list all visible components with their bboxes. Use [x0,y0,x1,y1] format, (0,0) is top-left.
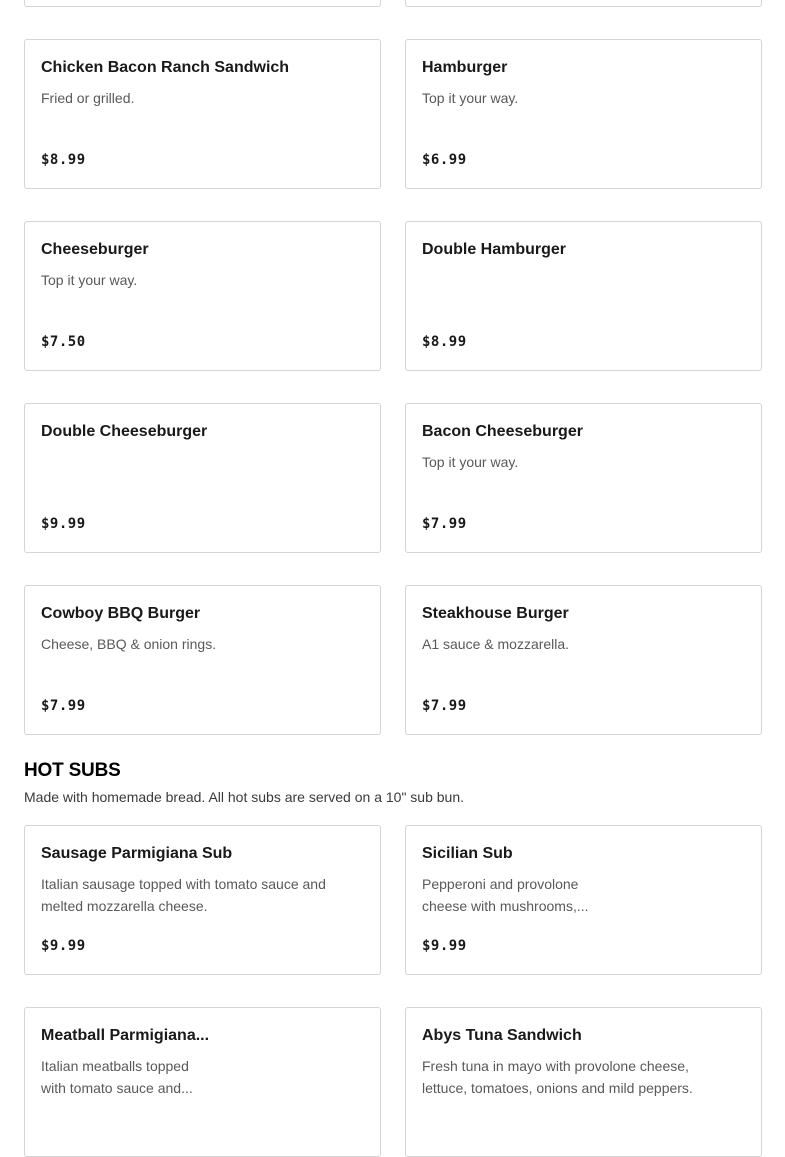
menu-item-description: Italian meatballs topped with tomato sauce and... [41,1058,193,1096]
menu-item-card[interactable] [405,403,762,553]
menu-item-card[interactable] [405,0,762,7]
menu-item-price: $7.99 [422,698,467,714]
menu-item-name: Abys Tuna Sandwich [422,1027,582,1044]
menu-item-description: Fresh tuna in mayo with provolone cheese, lettuce, tomatoes, onions and mild peppers. [422,1058,693,1096]
section-title: HOT SUBS [24,760,121,781]
menu-item-card[interactable] [405,825,762,975]
menu-item-card[interactable] [24,1007,381,1157]
menu-item-name: Sicilian Sub [422,845,513,862]
menu-item-card[interactable] [405,1007,762,1157]
menu-item-card[interactable] [24,39,381,189]
menu-item-description: Top it your way. [422,454,519,470]
menu-item-name: Hamburger [422,59,508,76]
menu-item-name: Double Hamburger [422,241,567,258]
menu-item-price: $7.50 [41,334,86,350]
menu-item-price: $8.99 [41,152,86,168]
menu-item-price: $6.99 [422,152,467,168]
menu-item-description: Pepperoni and provolone cheese with mushrooms,... [422,876,589,914]
menu-item-price: $9.99 [422,938,467,954]
menu-item-description: Top it your way. [41,272,138,288]
menu-item-card[interactable] [24,0,381,7]
menu-item-description: Top it your way. [422,90,519,106]
menu-item-price: $9.99 [41,516,86,532]
menu-item-name: Meatball Parmigiana... [41,1027,210,1044]
menu-item-card[interactable] [405,221,762,371]
menu-item-name: Cowboy BBQ Burger [41,605,201,622]
menu-item-name: Cheeseburger [41,241,149,258]
menu-item-description: Cheese, BBQ & onion rings. [41,636,217,652]
menu-item-price: $9.99 [41,938,86,954]
menu-item-price: $8.99 [422,334,467,350]
menu-item-card[interactable] [405,585,762,735]
menu-item-name: Steakhouse Burger [422,605,569,622]
menu-item-description: Italian sausage topped with tomato sauce and melted mozzarella cheese. [41,876,326,914]
menu-item-price: $7.99 [422,516,467,532]
menu-item-card[interactable] [405,39,762,189]
menu-item-card[interactable] [24,221,381,371]
menu-item-card[interactable] [24,825,381,975]
menu-item-name: Sausage Parmigiana Sub [41,845,233,862]
menu-item-name: Chicken Bacon Ranch Sandwich [41,59,290,76]
menu-item-description: A1 sauce & mozzarella. [422,636,570,652]
section-description: Made with homemade bread. All hot subs are served on a 10" sub bun. [24,789,465,805]
menu-item-name: Double Cheeseburger [41,423,208,440]
menu-item-description: Fried or grilled. [41,90,135,106]
menu-item-card[interactable] [24,585,381,735]
menu-item-price: $7.99 [41,698,86,714]
menu-item-card[interactable] [24,403,381,553]
menu-item-name: Bacon Cheeseburger [422,423,583,440]
